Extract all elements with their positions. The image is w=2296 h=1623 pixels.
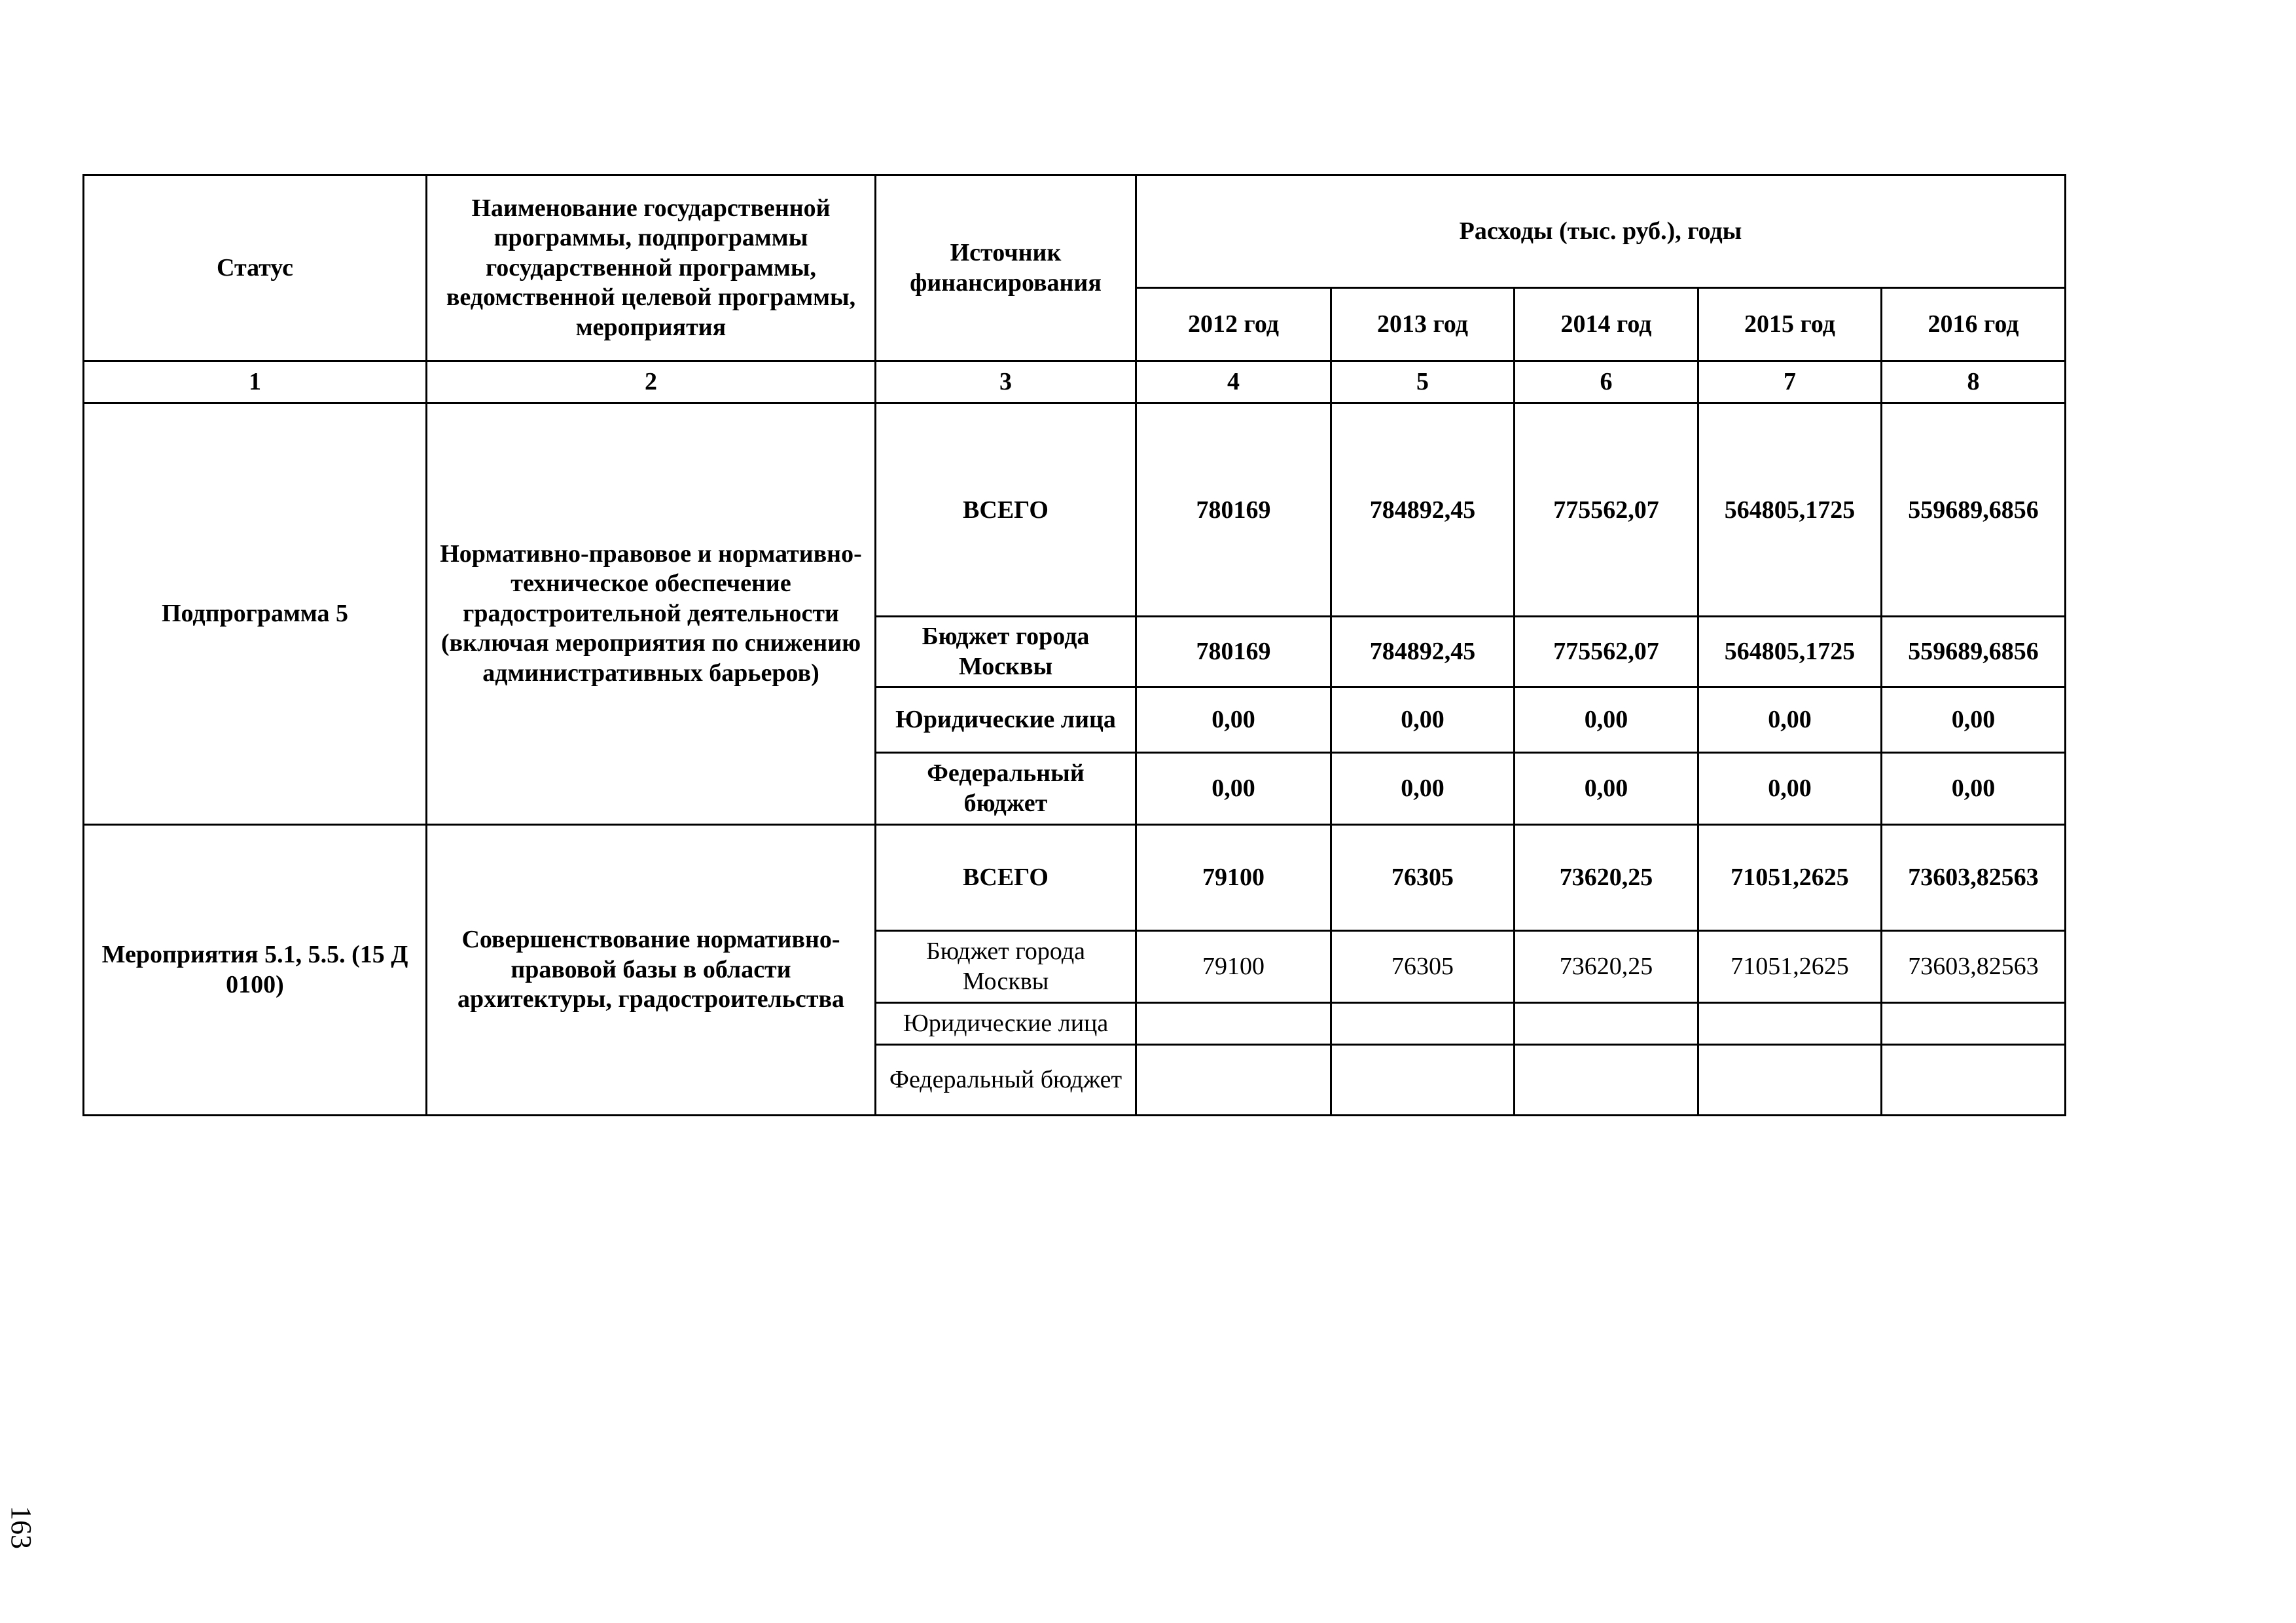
value-cell: 559689,6856	[1882, 617, 2066, 687]
value-cell: 76305	[1331, 931, 1515, 1003]
value-cell: 0,00	[1882, 753, 2066, 825]
col-num-8: 8	[1882, 361, 2066, 403]
value-cell: 0,00	[1136, 687, 1331, 753]
source-cell: Федеральный бюджет	[876, 753, 1136, 825]
value-cell: 73603,82563	[1882, 825, 2066, 931]
value-cell: 0,00	[1698, 753, 1882, 825]
col-num-7: 7	[1698, 361, 1882, 403]
value-cell: 0,00	[1331, 687, 1515, 753]
value-cell: 0,00	[1698, 687, 1882, 753]
budget-table	[82, 174, 2066, 1116]
value-cell: 564805,1725	[1698, 403, 1882, 617]
col-num-3: 3	[876, 361, 1136, 403]
column-number-row	[84, 361, 2066, 403]
value-cell	[1136, 1045, 1331, 1116]
page-number: 163	[5, 1506, 37, 1549]
value-cell: 79100	[1136, 931, 1331, 1003]
value-cell: 784892,45	[1331, 403, 1515, 617]
value-cell	[1882, 1003, 2066, 1045]
year-2015: 2015 год	[1698, 288, 1882, 361]
value-cell	[1136, 1003, 1331, 1045]
col-num-5: 5	[1331, 361, 1515, 403]
value-cell: 0,00	[1136, 753, 1331, 825]
source-cell: Федеральный бюджет	[876, 1045, 1136, 1116]
year-2013: 2013 год	[1331, 288, 1515, 361]
table-row	[84, 825, 2066, 931]
value-cell	[1698, 1003, 1882, 1045]
source-cell: ВСЕГО	[876, 403, 1136, 617]
value-cell: 0,00	[1515, 753, 1698, 825]
table-row	[84, 403, 2066, 617]
value-cell: 780169	[1136, 403, 1331, 617]
value-cell	[1331, 1045, 1515, 1116]
source-cell: Юридические лица	[876, 687, 1136, 753]
source-cell: Юридические лица	[876, 1003, 1136, 1045]
header-expenses: Расходы (тыс. руб.), годы	[1136, 175, 2066, 288]
value-cell: 73620,25	[1515, 931, 1698, 1003]
header-row-1	[84, 175, 2066, 288]
value-cell: 73603,82563	[1882, 931, 2066, 1003]
header-status: Статус	[84, 175, 427, 361]
year-2014: 2014 год	[1515, 288, 1698, 361]
year-2012: 2012 год	[1136, 288, 1331, 361]
value-cell	[1515, 1045, 1698, 1116]
value-cell: 775562,07	[1515, 617, 1698, 687]
header-name: Наименование государственной программы, подпрограммы государственной программы, ведомственной целевой программы, мероприятия	[427, 175, 876, 361]
source-cell: ВСЕГО	[876, 825, 1136, 931]
value-cell: 559689,6856	[1882, 403, 2066, 617]
value-cell: 0,00	[1331, 753, 1515, 825]
value-cell: 564805,1725	[1698, 617, 1882, 687]
source-cell: Бюджет города Москвы	[876, 931, 1136, 1003]
col-num-2: 2	[427, 361, 876, 403]
program-name-cell: Совершенствование нормативно-правовой базы в области архитектуры, градостроительства	[427, 825, 876, 1116]
value-cell: 76305	[1331, 825, 1515, 931]
value-cell: 71051,2625	[1698, 825, 1882, 931]
value-cell: 784892,45	[1331, 617, 1515, 687]
value-cell	[1882, 1045, 2066, 1116]
col-num-4: 4	[1136, 361, 1331, 403]
value-cell: 0,00	[1515, 687, 1698, 753]
value-cell: 780169	[1136, 617, 1331, 687]
status-cell: Мероприятия 5.1, 5.5. (15 Д 0100)	[84, 825, 427, 1116]
col-num-6: 6	[1515, 361, 1698, 403]
year-2016: 2016 год	[1882, 288, 2066, 361]
value-cell	[1698, 1045, 1882, 1116]
value-cell: 73620,25	[1515, 825, 1698, 931]
value-cell: 0,00	[1882, 687, 2066, 753]
value-cell	[1515, 1003, 1698, 1045]
header-source: Источник финансирования	[876, 175, 1136, 361]
status-cell: Подпрограмма 5	[84, 403, 427, 825]
value-cell	[1331, 1003, 1515, 1045]
col-num-1: 1	[84, 361, 427, 403]
program-name-cell: Нормативно-правовое и нормативно-техническое обеспечение градостроительной деятельности (включая мероприятия по снижению административных барьеров)	[427, 403, 876, 825]
source-cell: Бюджет города Москвы	[876, 617, 1136, 687]
value-cell: 775562,07	[1515, 403, 1698, 617]
value-cell: 79100	[1136, 825, 1331, 931]
value-cell: 71051,2625	[1698, 931, 1882, 1003]
